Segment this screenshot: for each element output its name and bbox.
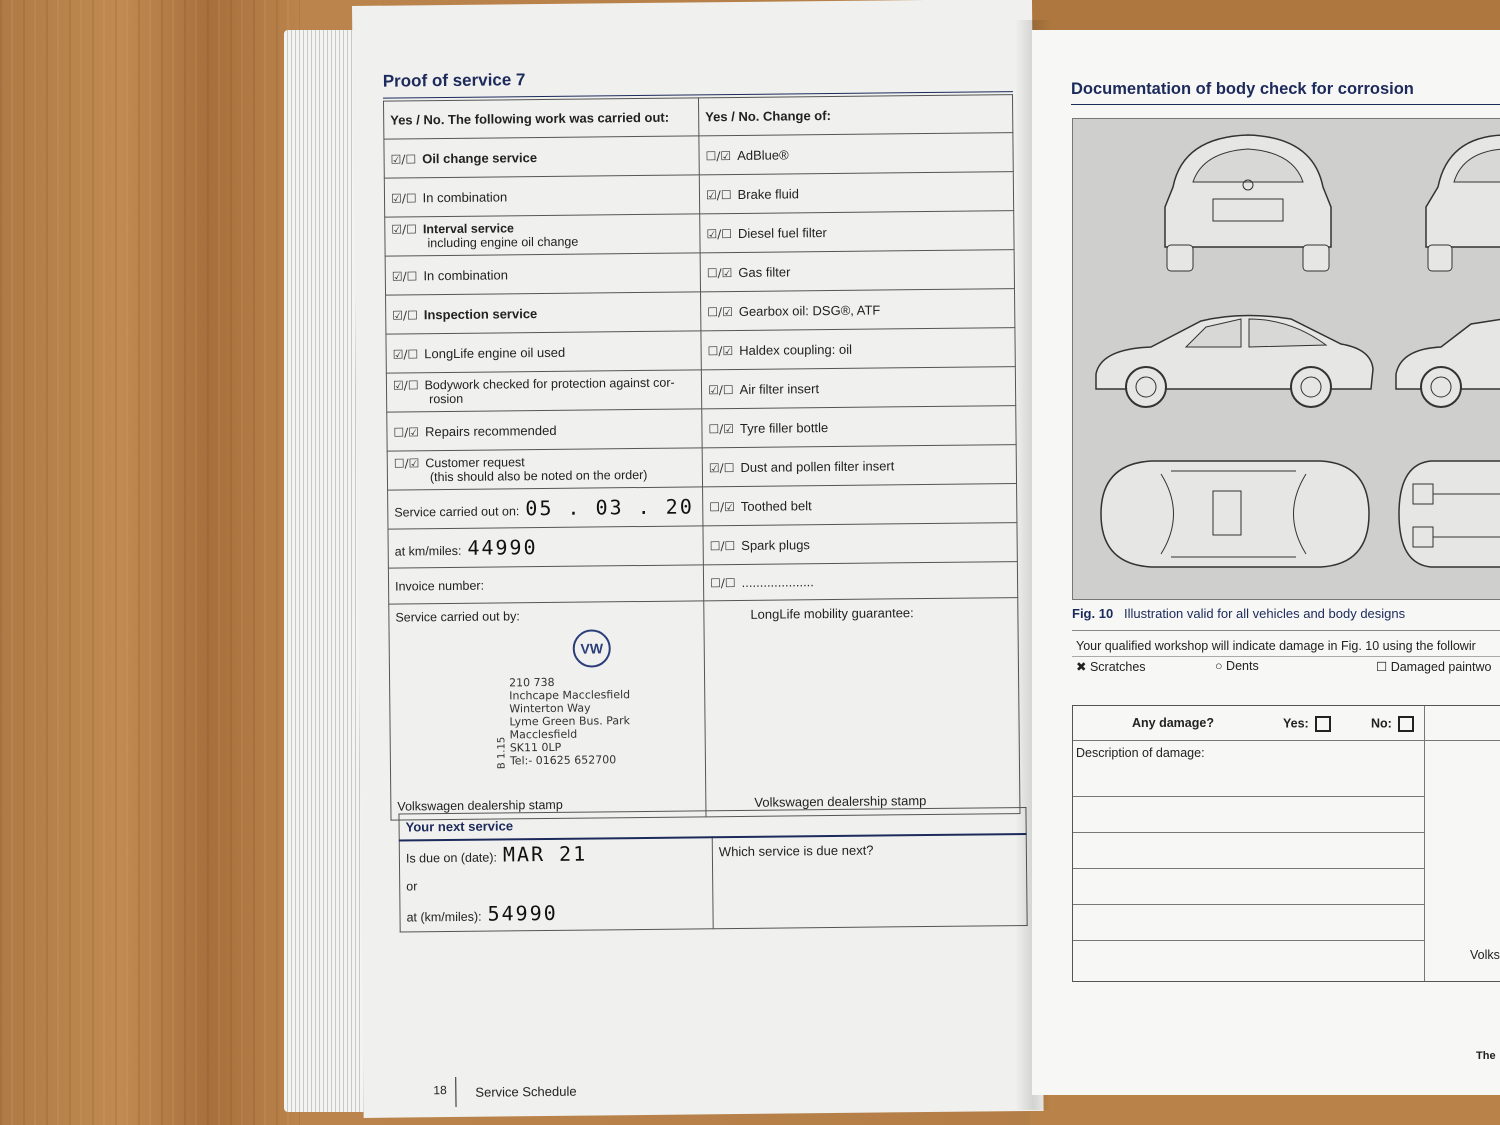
dealer-stamp-label-right: Volkswagen dealership stamp [754, 793, 927, 810]
work-item[interactable]: ☐/☑ Customer request (this should also be noted on the order) [387, 448, 702, 490]
dealer-stamp: 210 738 Inchcape Macclesfield Winterton Way Lyme Green Bus. Park Macclesfield SK11 0LP Tel:- 01625 652700 [509, 675, 631, 768]
no-checkbox[interactable]: No: [1371, 716, 1414, 732]
volks-fragment: Volks [1470, 948, 1500, 962]
page-stack-edges [284, 30, 364, 1112]
longlife-cell: LongLife mobility guarantee: Volkswagen dealership stamp [704, 598, 1020, 817]
carried-out-by-cell: Service carried out by: Volkswagen dealership stamp [389, 601, 706, 820]
work-item[interactable]: ☑/☐ Inspection service [386, 292, 701, 334]
next-service-title: Your next service [399, 807, 1026, 840]
work-item[interactable]: ☑/☐ LongLife engine oil used [386, 331, 701, 373]
change-item[interactable]: ☐/☑ Toothed belt [703, 484, 1017, 526]
page-title: Proof of service 7 [382, 70, 526, 91]
figure-caption: Fig. 10 Illustration valid for all vehicles and body designs [1072, 606, 1406, 621]
work-item[interactable]: ☑/☐ Oil change service [384, 136, 699, 178]
legend-damaged-paint: ☐ Damaged paintwo [1376, 660, 1492, 674]
service-table [383, 94, 1021, 821]
work-item[interactable]: ☐/☑ Repairs recommended [387, 409, 702, 451]
right-page-title: Documentation of body check for corrosion [1071, 80, 1414, 98]
change-item[interactable]: ☑/☐ Dust and pollen filter insert [702, 445, 1016, 487]
change-item[interactable]: ☐/☑ Gearbox oil: DSG®, ATF [701, 289, 1015, 331]
footer-title: Service Schedule [475, 1083, 577, 1100]
car-side-view-icon [1091, 309, 1376, 409]
car-front-view-icon [1418, 127, 1500, 277]
footer-divider [455, 1077, 456, 1107]
page-number: 18 [433, 1083, 447, 1098]
work-item[interactable]: ☑/☐ In combination [385, 253, 700, 295]
change-item[interactable]: ☐/☑ Tyre filler bottle [702, 406, 1016, 448]
right-title-rule [1071, 104, 1500, 105]
car-side-view-2-icon [1391, 309, 1500, 409]
body-check-figure[interactable] [1072, 118, 1500, 600]
desk-surface [0, 0, 300, 1125]
legend-scratches: ✖ Scratches [1076, 660, 1146, 674]
the-fragment: The [1476, 1050, 1496, 1062]
stamp-side-code: B 1.15 [496, 736, 508, 770]
change-header: Yes / No. Change of: [698, 95, 1012, 136]
service-date-value: 05 . 03 . 20 [525, 494, 694, 521]
due-cell[interactable]: Is due on (date): MAR 21 or at (km/miles): 54990 [399, 837, 713, 932]
vw-logo: VW [573, 629, 611, 667]
change-item[interactable]: ☐/☑ Gas filter [700, 250, 1014, 292]
due-km-value: 54990 [487, 900, 558, 926]
left-page [352, 0, 1044, 1118]
service-date-cell[interactable]: Service carried out on: 05 . 03 . 20 [388, 487, 703, 529]
change-item[interactable]: ☐/☑ AdBlue® [699, 133, 1013, 175]
yes-checkbox[interactable]: Yes: [1283, 716, 1331, 732]
km-value: 44990 [467, 535, 538, 560]
next-service-table [398, 807, 1027, 932]
legend-rule [1072, 656, 1500, 657]
dealer-stamp-label-left: Volkswagen dealership stamp [397, 797, 563, 814]
km-cell[interactable]: at km/miles: 44990 [388, 526, 703, 568]
work-item[interactable]: ☑/☐ Interval service including engine oil change [385, 214, 700, 256]
change-item[interactable]: ☐/☑ Haldex coupling: oil [701, 328, 1015, 370]
change-item[interactable]: ☑/☐ Air filter insert [701, 367, 1015, 409]
any-damage-label: Any damage? [1132, 716, 1214, 730]
car-top-view-icon [1091, 449, 1376, 579]
car-underbody-icon [1391, 449, 1500, 579]
which-service-cell[interactable]: Which service is due next? [712, 833, 1027, 928]
invoice-cell[interactable]: Invoice number: [388, 565, 703, 604]
change-item[interactable]: ☐/☐ .................... [703, 562, 1017, 601]
car-rear-view-icon [1153, 127, 1343, 277]
change-item[interactable]: ☑/☐ Brake fluid [699, 172, 1013, 214]
work-item[interactable]: ☑/☐ Bodywork checked for protection against cor- rosion [386, 370, 701, 412]
change-item[interactable]: ☐/☐ Spark plugs [703, 523, 1017, 565]
workshop-text: Your qualified workshop will indicate damage in Fig. 10 using the followir [1076, 639, 1476, 653]
due-date-value: MAR 21 [502, 841, 588, 866]
legend-dents: ○ Dents [1215, 659, 1259, 673]
caption-rule [1072, 630, 1500, 631]
description-label: Description of damage: [1076, 746, 1205, 760]
desk-surface-bottom [1030, 1090, 1500, 1125]
work-header: Yes / No. The following work was carried out: [383, 98, 698, 139]
work-item[interactable]: ☑/☐ In combination [384, 175, 699, 217]
change-item[interactable]: ☑/☐ Diesel fuel filter [700, 211, 1014, 253]
